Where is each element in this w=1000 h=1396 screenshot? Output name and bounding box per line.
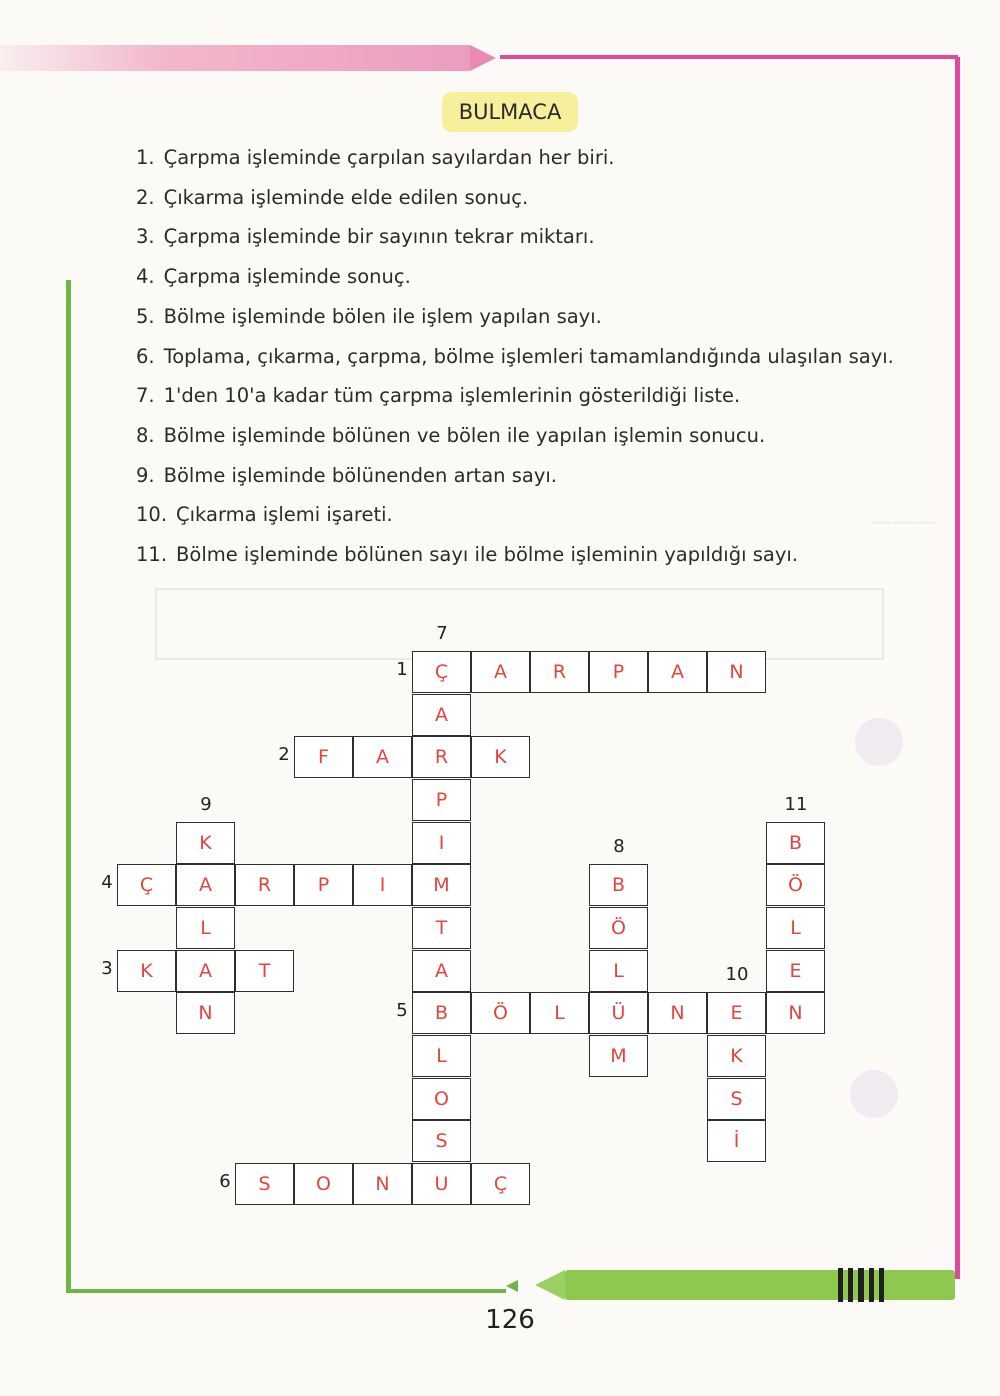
crossword-number-label: 9 xyxy=(200,793,212,815)
crossword-cell[interactable]: O xyxy=(412,1078,471,1120)
crossword-cell[interactable]: U xyxy=(412,1163,471,1205)
clue-number: 9. xyxy=(136,463,155,487)
green-border-bottom xyxy=(66,1289,506,1293)
clue-item xyxy=(136,345,894,368)
clue-number: 8. xyxy=(136,423,155,447)
crossword-cell[interactable]: A xyxy=(648,651,707,693)
crossword-number-label: 8 xyxy=(613,836,625,858)
crossword-cell[interactable]: A xyxy=(412,950,471,992)
green-pencil-tip xyxy=(535,1270,565,1300)
crossword-number-label: 10 xyxy=(725,964,749,986)
crossword-cell[interactable]: T xyxy=(412,907,471,949)
crossword-number-label: 7 xyxy=(436,623,448,644)
crossword-cell[interactable]: Ü xyxy=(589,992,648,1034)
crossword-number-label: 2 xyxy=(278,744,290,766)
crossword-cell[interactable]: I xyxy=(412,822,471,864)
crossword-cell[interactable]: P xyxy=(294,864,353,906)
clue-item xyxy=(136,464,557,487)
clue-item xyxy=(136,384,740,407)
clue-number: 7. xyxy=(136,384,155,408)
crossword-cell[interactable]: E xyxy=(707,992,766,1034)
faded-background-text: ——— xyxy=(870,510,936,535)
crossword-cell[interactable]: B xyxy=(589,864,648,906)
crossword-cell[interactable]: L xyxy=(589,950,648,992)
clue-text: Çıkarma işleminde elde edilen sonuç. xyxy=(163,185,529,209)
clue-number: 10. xyxy=(136,503,168,527)
green-pencil-decoration xyxy=(565,1270,955,1300)
crossword-cell[interactable]: P xyxy=(412,779,471,821)
crossword-cell[interactable]: O xyxy=(294,1163,353,1205)
crossword-cell[interactable]: B xyxy=(766,822,825,864)
faded-decoration-circle xyxy=(850,1070,898,1118)
clue-item xyxy=(136,424,765,447)
crossword-cell[interactable]: K xyxy=(707,1035,766,1077)
clue-text: Toplama, çıkarma, çarpma, bölme işlemleri tamamlandığında ulaşılan sayı. xyxy=(163,344,894,368)
clue-text: 1'den 10'a kadar tüm çarpma işlemlerinin gösterildiği liste. xyxy=(163,384,741,408)
crossword-cell[interactable]: S xyxy=(707,1078,766,1120)
crossword-cell[interactable]: A xyxy=(412,694,471,736)
crossword-cell[interactable]: S xyxy=(235,1163,294,1205)
pink-pencil-tip xyxy=(470,45,496,71)
faded-decoration-circle xyxy=(855,718,903,766)
clue-text: Bölme işleminde bölünenden artan sayı. xyxy=(163,463,557,487)
clue-item xyxy=(136,186,528,209)
clue-text: Çıkarma işlemi işareti. xyxy=(176,503,393,527)
crossword-cell[interactable]: N xyxy=(707,651,766,693)
crossword-cell[interactable]: Ö xyxy=(471,992,530,1034)
crossword-cell[interactable]: L xyxy=(412,1035,471,1077)
crossword-cell[interactable]: İ xyxy=(707,1120,766,1162)
crossword-cell[interactable]: M xyxy=(412,864,471,906)
crossword-cell[interactable]: P xyxy=(589,651,648,693)
pencil-stripes xyxy=(838,1268,884,1302)
clue-text: Çarpma işleminde çarpılan sayılardan her biri. xyxy=(163,146,615,169)
green-pencil-point xyxy=(506,1280,518,1292)
clue-item xyxy=(136,543,798,566)
faded-background-box xyxy=(155,588,884,660)
crossword-cell[interactable]: S xyxy=(412,1120,471,1162)
clue-number: 5. xyxy=(136,304,155,328)
crossword-cell[interactable]: R xyxy=(412,736,471,778)
crossword-cell[interactable]: I xyxy=(353,864,412,906)
clue-item xyxy=(136,265,411,288)
crossword-cell[interactable]: L xyxy=(176,907,235,949)
crossword-cell[interactable]: R xyxy=(530,651,589,693)
crossword-number-label: 5 xyxy=(396,1000,408,1022)
crossword-cell[interactable]: B xyxy=(412,992,471,1034)
crossword-cell[interactable]: Ç xyxy=(412,651,471,693)
clue-number: 2. xyxy=(136,185,155,209)
crossword-number-label: 1 xyxy=(396,659,408,680)
pink-pencil-decoration xyxy=(0,45,470,71)
clue-number: 1. xyxy=(136,146,155,169)
crossword-number-label: 3 xyxy=(101,957,113,979)
clue-item xyxy=(136,225,595,248)
crossword-number-label: 11 xyxy=(784,793,808,815)
crossword-cell[interactable]: R xyxy=(235,864,294,906)
page-title: BULMACA xyxy=(442,92,578,132)
clue-text: Bölme işleminde bölünen ve bölen ile yapılan işlemin sonucu. xyxy=(163,423,766,447)
crossword-number-label: 4 xyxy=(101,872,113,894)
crossword-number-label: 6 xyxy=(219,1170,231,1192)
crossword-cell[interactable]: K xyxy=(176,822,235,864)
clue-number: 6. xyxy=(136,344,155,368)
clue-item xyxy=(136,503,393,526)
clue-text: Çarpma işleminde sonuç. xyxy=(163,265,411,289)
clue-text: Bölme işleminde bölünen sayı ile bölme işleminin yapıldığı sayı. xyxy=(176,543,798,566)
crossword-cell[interactable]: N xyxy=(648,992,707,1034)
crossword-cell[interactable]: Ç xyxy=(471,1163,530,1205)
clue-text: Bölme işleminde bölen ile işlem yapılan sayı. xyxy=(163,304,602,328)
crossword-cell[interactable]: Ö xyxy=(589,907,648,949)
crossword-cell[interactable]: Ç xyxy=(117,864,176,906)
clue-item xyxy=(136,305,602,328)
crossword-cell[interactable]: Ö xyxy=(766,864,825,906)
clue-number: 3. xyxy=(136,225,155,249)
crossword-cell[interactable]: N xyxy=(353,1163,412,1205)
crossword-cell[interactable]: A xyxy=(353,736,412,778)
clue-text: Çarpma işleminde bir sayının tekrar miktarı. xyxy=(163,225,595,249)
clue-number: 4. xyxy=(136,265,155,289)
clue-item xyxy=(136,146,614,169)
green-border-left xyxy=(66,280,71,1292)
crossword-cell[interactable]: F xyxy=(294,736,353,778)
crossword-cell[interactable]: K xyxy=(471,736,530,778)
crossword-cell[interactable]: N xyxy=(766,992,825,1034)
crossword-cell[interactable]: N xyxy=(176,992,235,1034)
pink-border-right xyxy=(955,57,960,1279)
crossword-cell[interactable]: A xyxy=(176,950,235,992)
crossword-cell[interactable]: T xyxy=(235,950,294,992)
crossword-cell[interactable]: A xyxy=(176,864,235,906)
crossword-cell[interactable]: L xyxy=(766,907,825,949)
crossword-cell[interactable]: M xyxy=(589,1035,648,1077)
crossword-cell[interactable]: L xyxy=(530,992,589,1034)
crossword-cell[interactable]: E xyxy=(766,950,825,992)
clue-number: 11. xyxy=(136,543,168,566)
crossword-cell[interactable]: K xyxy=(117,950,176,992)
pink-border-top xyxy=(500,55,958,59)
page-number: 126 xyxy=(485,1305,535,1335)
crossword-cell[interactable]: A xyxy=(471,651,530,693)
